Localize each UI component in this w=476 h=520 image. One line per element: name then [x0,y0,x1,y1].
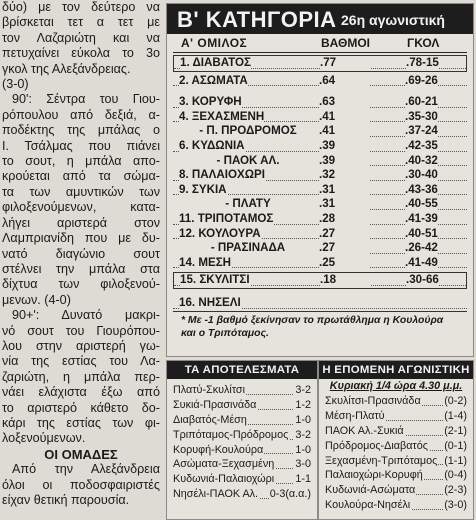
article-line: φιλοξενούμενων, κατα- [2,200,160,215]
article-line: ζαριώτη, η μπάλα περ- [2,369,160,384]
team-points: .39 [319,139,369,152]
table-row [173,256,467,271]
match-teams: Κορυφή-Κουλούρα [173,443,264,456]
match-score: 0-3(α.α.) [269,488,311,501]
table-row [173,197,467,212]
results-box [166,360,318,520]
table-row [173,74,467,89]
team-goals: .30-40 [405,168,438,182]
first-leg-score: (0-2) [444,395,467,407]
table-row [173,168,467,183]
team-points: .64 [319,74,369,87]
team-points: .63 [319,95,369,108]
result-row [167,383,317,398]
article-line: ποδέκτης της μπάλας ο [2,123,160,138]
first-leg-score: (1-1) [444,454,467,467]
next-round-box [318,360,474,520]
fixture-row [319,454,473,469]
article-line: 90': Σέντρα του Γιου- [12,92,160,107]
article-line: τα των αμυντικών των [2,184,160,199]
fixture-row [319,468,473,483]
group-label: Α' ΟΜΙΛΟΣ [181,36,248,50]
team-name: 6. ΚΥΔΩΝΙΑ [179,138,245,152]
team-points: .27 [319,227,369,240]
team-goals: .30-66 [406,273,439,287]
article-line: λήγει αριστερά στον [2,215,160,230]
team-goals: .40-32 [405,153,438,167]
team-points: .25 [319,256,369,269]
match-score: 3-2 [295,428,311,441]
first-leg-score: (1-4) [444,409,467,422]
category-title: Β' ΚΑΤΗΓΟΡΙΑ [177,7,337,32]
next-round-title: Η ΕΠΟΜΕΝΗ ΑΓΩΝΙΣΤΙΚΗ [319,361,473,379]
team-points: .27 [319,241,369,254]
table-row [173,241,467,256]
fixture-row [319,409,473,424]
team-goals: .40-51 [405,226,438,240]
fixture-teams: Σκυλίτσι-Πρασινάδα [325,395,421,407]
match-score: 3-2 [295,384,311,396]
article-line: νατό διαγώνιο σουτ [2,246,160,261]
fixture-row [319,394,473,409]
standings-banner [167,4,473,34]
fixture-teams: Κυδωνιά-Ασώματα [325,484,416,497]
team-name: 4. ΞΕΧΑΣΜΕΝΗ [179,109,265,123]
team-goals: .43-36 [405,182,438,196]
article-line: Από την Αλεξάνδρεια [12,462,160,477]
team-name: 15. ΣΚΥΛΙΤΣΙ [180,273,250,287]
table-row [173,139,467,154]
team-points: .28 [319,212,369,225]
match-score: 1-1 [295,473,311,486]
table-row [173,95,467,110]
article-line: νία της εστίας του Λα- [2,354,160,369]
team-goals: .41-39 [405,211,438,225]
team-goals: .37-24 [405,124,438,138]
team-goals: .60-21 [405,95,438,109]
article-line: νό σουτ του Γιουρόπου- [2,323,160,338]
article-line: μενων. (4-0) [2,292,71,307]
table-row [173,272,467,289]
fixture-teams: Κουλούρα-Νησέλι [325,499,411,512]
standings-header [167,34,473,52]
table-row [173,110,467,125]
article-line: (3-0) [2,77,29,92]
team-goals: .40-55 [405,197,438,211]
table-row [173,154,467,169]
match-teams: Συκιά-Πρασινάδα [173,398,257,411]
result-row [167,487,317,502]
team-name: 2. ΑΣΩΜΑΤΑ [179,73,248,87]
team-goals: .69-26 [405,73,438,87]
result-row [167,472,317,487]
article-line: κάρι της εστίας των φι- [2,415,160,430]
article-line: λου στην αριστερή γω- [2,338,160,353]
match-score: 1-0 [295,413,311,426]
match-teams: Κυδωνιά-Παλαιοχώρι [173,473,275,486]
table-row [173,55,467,72]
table-row [173,212,467,227]
team-points: .31 [319,183,369,196]
team-goals: .78-15 [406,56,439,69]
result-row [167,443,317,458]
standings-panel [166,3,474,357]
team-points: .41 [319,110,369,123]
team-goals: .41-49 [405,255,438,269]
fixture-row [319,424,473,439]
result-row [167,398,317,413]
article-line: το σουτ, η μπάλα απο- [2,154,160,169]
team-name: - ΠΑΟΚ ΑΛ. [173,154,323,167]
team-name: - ΠΡΑΣΙΝΑΔΑ [173,241,323,254]
fixture-teams: Ξεχασμένη-Τριπόταμος [325,454,438,467]
match-teams: Πλατύ-Σκυλίτσι [173,384,245,396]
team-name: 14. ΜΕΣΗ [179,255,232,269]
first-leg-score: (2-1) [444,424,467,437]
team-name: - ΠΛΑΤΥ [173,197,323,210]
article-line: λοξενούμενων. [2,431,86,446]
fixture-row [319,439,473,454]
article-line: νάει ελάχιστα έξω από [2,385,160,400]
team-name: 8. ΠΑΛΑΙΟΧΩΡΙ [179,168,265,182]
fixture-row [319,483,473,498]
article-line: το αριστερό κάθετο δο- [2,400,160,415]
result-row [167,428,317,443]
points-header: ΒΑΘΜΟΙ [321,36,371,50]
team-name: - Π. ΠΡΟΔΡΟΜΟΣ [173,124,323,137]
fixture-teams: Παλαιοχώρι-Κορυφή [325,469,423,482]
results-title: ΤΑ ΑΠΟΤΕΛΕΣΜΑΤΑ [167,361,317,379]
article-line: τον Λαζαριώτη και να [2,30,160,45]
article-line: πετυχαίνει εύκολα το 3ο [2,46,160,61]
match-score: 3-0 [295,458,311,471]
match-teams: Διαβατός-Μέση [173,413,247,426]
team-points: .77 [320,56,370,69]
team-points: .31 [319,197,369,210]
first-leg-score: (3-0) [444,499,467,512]
team-name: 16. ΝΗΣΕΛΙ [179,295,241,309]
table-row [173,227,467,242]
standings-footnote: * Με -1 βαθμό ξεκίνησαν το πρωτάθλημα η Κουλούρα και ο Τριπόταμος. [173,311,467,342]
round-label: 26η αγωνιστική [341,12,445,28]
article-line: δίχτυα των φιλοξενού- [2,277,160,292]
article-line: δύο) με τον δεύτερο να [2,0,160,14]
fixture-row [319,498,473,513]
match-score: 1-2 [295,398,311,411]
result-row [167,457,317,472]
article-line: Ι. Τσάλμας που πιάνει [2,138,160,153]
team-name: 9. ΣΥΚΙΑ [179,182,227,196]
article-line: βρίσκεται τετ α τετ με [2,15,160,30]
article-subheading: ΟΙ ΟΜΑΔΕΣ [44,446,118,462]
team-name: 1. ΔΙΑΒΑΤΟΣ [180,56,252,69]
table-row [173,296,467,311]
fixture-teams: Μέση-Πλατύ [325,409,385,422]
article-line: στέλνει την μπάλα στα [2,261,160,276]
article-line: ρόπουλου από δεξιά, α- [2,107,160,122]
team-points: .32 [319,168,369,181]
article-line: 90+': Δυνατό μακρι- [12,308,160,323]
match-teams: Νησέλι-ΠΑΟΚ Αλ. [173,488,259,501]
table-row [173,183,467,198]
article-line: όλοι οι ποδοσφαιριστές [2,477,160,492]
team-name: 3. ΚΟΡΥΦΗ [179,95,242,109]
team-name: 11. ΤΡΙΠΟΤΑΜΟΣ [179,211,274,225]
team-name: 12. ΚΟΥΛΟΥΡΑ [179,226,261,240]
article-column [2,0,160,520]
team-goals: .35-30 [405,109,438,123]
first-leg-score: (0-1) [444,439,467,452]
table-row [173,124,467,139]
article-line: είχαν θετική παρουσία. [2,493,130,507]
article-line: κρούεται από τα σώμα- [2,169,160,184]
team-goals: .42-35 [405,138,438,152]
fixture-teams: Πρόδρομος-Διαβατός [325,439,428,452]
article-line: γκολ της Αλεξάνδρειας. [2,61,131,76]
team-points: .41 [319,124,369,137]
team-goals: .26-42 [405,241,438,255]
kickoff-time: Κυριακή 1/4 ώρα 4.30 μ.μ. [329,380,463,392]
result-row [167,413,317,428]
team-points: .39 [319,154,369,167]
first-leg-score: (2-3) [444,484,467,497]
article-line: Λαμπριανίδη που με δυ- [2,231,160,246]
fixture-teams: ΠΑΟΚ Αλ.-Συκιά [325,424,404,437]
match-teams: Τριπόταμος-Πρόδρομος [173,428,289,441]
first-leg-score: (0-4) [444,469,467,482]
match-score: 1-0 [295,443,311,456]
match-teams: Ασώματα-Ξεχασμένη [173,458,275,471]
standings-table [173,52,467,311]
goals-header: ΓΚΟΛ [407,36,440,50]
team-points: .18 [320,273,370,286]
